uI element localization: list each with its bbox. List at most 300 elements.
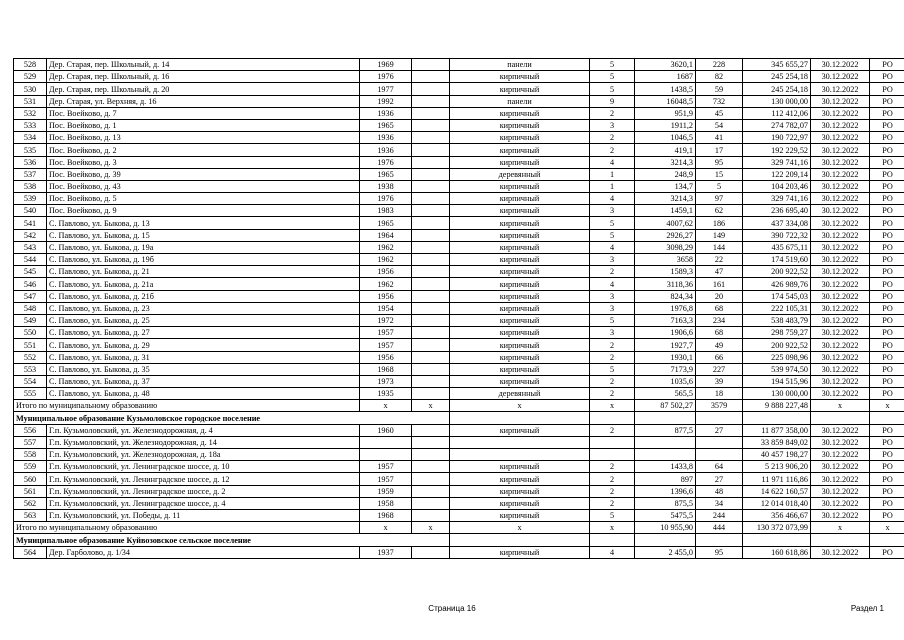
material-cell: кирпичный — [450, 132, 590, 144]
extra-year-cell — [412, 229, 450, 241]
cost-cell: 9 888 227,48 — [743, 400, 811, 412]
year-cell: 1969 — [360, 59, 412, 71]
material-cell: кирпичный — [450, 473, 590, 485]
empty-cell — [450, 534, 590, 546]
cost-cell: 40 457 198,27 — [743, 449, 811, 461]
year-cell: 1936 — [360, 144, 412, 156]
year-cell: 1936 — [360, 107, 412, 119]
source-cell: РО — [870, 375, 904, 387]
material-cell: кирпичный — [450, 241, 590, 253]
material-cell: кирпичный — [450, 119, 590, 131]
extra-year-cell — [412, 156, 450, 168]
row-number: 559 — [14, 461, 47, 473]
date-cell: 30.12.2022 — [811, 473, 870, 485]
residents-cell: 68 — [696, 302, 743, 314]
empty-cell — [696, 412, 743, 424]
area-cell: 875,5 — [635, 497, 696, 509]
table-body — [14, 59, 904, 559]
address-cell: С. Павлово, ул. Быкова, д. 21 — [47, 266, 360, 278]
table-row — [14, 449, 904, 461]
year-cell: 1936 — [360, 132, 412, 144]
material-cell: кирпичный — [450, 193, 590, 205]
source-cell: РО — [870, 254, 904, 266]
year-cell: 1965 — [360, 168, 412, 180]
area-cell: 7173,9 — [635, 363, 696, 375]
row-number: 531 — [14, 95, 47, 107]
floors-cell: 2 — [590, 132, 635, 144]
area-cell: 5475,5 — [635, 509, 696, 521]
register-table — [13, 58, 904, 559]
extra-year-cell — [412, 497, 450, 509]
area-cell: 1930,1 — [635, 351, 696, 363]
material-cell: кирпичный — [450, 327, 590, 339]
material-cell: кирпичный — [450, 217, 590, 229]
floors-cell: x — [590, 400, 635, 412]
address-cell: С. Павлово, ул. Быкова, д. 48 — [47, 388, 360, 400]
residents-cell: 95 — [696, 156, 743, 168]
cost-cell: 245 254,18 — [743, 71, 811, 83]
source-cell: РО — [870, 314, 904, 326]
floors-cell — [590, 436, 635, 448]
source-cell: РО — [870, 388, 904, 400]
source-cell: РО — [870, 229, 904, 241]
source-cell: РО — [870, 363, 904, 375]
date-cell: 30.12.2022 — [811, 266, 870, 278]
source-cell: РО — [870, 266, 904, 278]
floors-cell: 2 — [590, 497, 635, 509]
address-cell: С. Павлово, ул. Быкова, д. 13 — [47, 217, 360, 229]
material-cell: кирпичный — [450, 83, 590, 95]
row-number: 545 — [14, 266, 47, 278]
area-cell: 565,5 — [635, 388, 696, 400]
floors-cell: 2 — [590, 107, 635, 119]
source-cell: РО — [870, 132, 904, 144]
material-cell: кирпичный — [450, 266, 590, 278]
source-cell: x — [870, 522, 904, 534]
year-cell: 1957 — [360, 339, 412, 351]
cost-cell: 112 412,06 — [743, 107, 811, 119]
address-cell: Пос. Воейково, д. 5 — [47, 193, 360, 205]
extra-year-cell — [412, 132, 450, 144]
address-cell: Г.п. Кузьмоловский, ул. Ленинградское шоссе, д. 2 — [47, 485, 360, 497]
year-cell: 1972 — [360, 314, 412, 326]
extra-year-cell — [412, 473, 450, 485]
year-cell — [360, 449, 412, 461]
floors-cell — [590, 449, 635, 461]
empty-cell — [743, 534, 811, 546]
address-cell: Пос. Воейково, д. 9 — [47, 205, 360, 217]
date-cell: 30.12.2022 — [811, 363, 870, 375]
material-cell: кирпичный — [450, 302, 590, 314]
year-cell: 1968 — [360, 363, 412, 375]
cost-cell: 222 105,31 — [743, 302, 811, 314]
floors-cell: x — [590, 522, 635, 534]
table-row — [14, 461, 904, 473]
residents-cell: 5 — [696, 180, 743, 192]
area-cell: 1459,1 — [635, 205, 696, 217]
year-cell: 1962 — [360, 241, 412, 253]
year-cell: 1957 — [360, 473, 412, 485]
year-cell: 1983 — [360, 205, 412, 217]
table-row — [14, 314, 904, 326]
area-cell: 1911,2 — [635, 119, 696, 131]
source-cell: РО — [870, 119, 904, 131]
residents-cell: 17 — [696, 144, 743, 156]
residents-cell: 27 — [696, 424, 743, 436]
address-cell: Дер. Старая, пер. Школьный, д. 16 — [47, 71, 360, 83]
area-cell: 951,9 — [635, 107, 696, 119]
address-cell: С. Павлово, ул. Быкова, д. 19а — [47, 241, 360, 253]
residents-cell: 186 — [696, 217, 743, 229]
cost-cell: 538 483,79 — [743, 314, 811, 326]
residents-cell: 22 — [696, 254, 743, 266]
date-cell: 30.12.2022 — [811, 314, 870, 326]
address-cell: Дер. Гарболово, д. 1/34 — [47, 546, 360, 558]
source-cell: РО — [870, 59, 904, 71]
area-cell: 16048,5 — [635, 95, 696, 107]
year-cell: 1965 — [360, 119, 412, 131]
extra-year-cell — [412, 59, 450, 71]
source-cell: РО — [870, 217, 904, 229]
material-cell: деревянный — [450, 388, 590, 400]
extra-year-cell — [412, 485, 450, 497]
table-row — [14, 375, 904, 387]
year-cell: 1973 — [360, 375, 412, 387]
date-cell: 30.12.2022 — [811, 497, 870, 509]
address-cell: Г.п. Кузьмоловский, ул. Ленинградское шоссе, д. 10 — [47, 461, 360, 473]
area-cell: 1046,5 — [635, 132, 696, 144]
row-number: 561 — [14, 485, 47, 497]
area-cell: 7163,3 — [635, 314, 696, 326]
year-cell: 1976 — [360, 193, 412, 205]
floors-cell: 4 — [590, 546, 635, 558]
cost-cell: 345 655,27 — [743, 59, 811, 71]
floors-cell: 2 — [590, 351, 635, 363]
cost-cell: 192 229,52 — [743, 144, 811, 156]
floors-cell: 2 — [590, 144, 635, 156]
table-row — [14, 71, 904, 83]
year-cell: 1956 — [360, 351, 412, 363]
extra-year-cell — [412, 278, 450, 290]
year-cell: 1957 — [360, 461, 412, 473]
address-cell: С. Павлово, ул. Быкова, д. 23 — [47, 302, 360, 314]
table-row — [14, 388, 904, 400]
material-cell: кирпичный — [450, 461, 590, 473]
table-row — [14, 144, 904, 156]
row-number: 536 — [14, 156, 47, 168]
material-cell: кирпичный — [450, 229, 590, 241]
row-number: 530 — [14, 83, 47, 95]
extra-year-cell — [412, 461, 450, 473]
source-cell: РО — [870, 156, 904, 168]
address-cell: Г.п. Кузьмоловский, ул. Ленинградское шоссе, д. 4 — [47, 497, 360, 509]
cost-cell: 130 000,00 — [743, 95, 811, 107]
source-cell: РО — [870, 351, 904, 363]
date-cell: 30.12.2022 — [811, 388, 870, 400]
date-cell: 30.12.2022 — [811, 205, 870, 217]
address-cell: С. Павлово, ул. Быкова, д. 21а — [47, 278, 360, 290]
area-cell: 3658 — [635, 254, 696, 266]
extra-year-cell — [412, 83, 450, 95]
year-cell: 1965 — [360, 217, 412, 229]
floors-cell: 4 — [590, 193, 635, 205]
cost-cell: 245 254,18 — [743, 83, 811, 95]
date-cell: 30.12.2022 — [811, 241, 870, 253]
year-cell: x — [360, 400, 412, 412]
floors-cell: 3 — [590, 302, 635, 314]
table-row — [14, 107, 904, 119]
floors-cell: 5 — [590, 217, 635, 229]
material-cell: кирпичный — [450, 375, 590, 387]
source-cell: РО — [870, 168, 904, 180]
material-cell: кирпичный — [450, 205, 590, 217]
floors-cell: 2 — [590, 339, 635, 351]
row-number: 558 — [14, 449, 47, 461]
date-cell: 30.12.2022 — [811, 290, 870, 302]
table-row — [14, 424, 904, 436]
source-cell: РО — [870, 83, 904, 95]
table-row — [14, 302, 904, 314]
material-cell: кирпичный — [450, 254, 590, 266]
floors-cell: 4 — [590, 278, 635, 290]
source-cell: РО — [870, 449, 904, 461]
table-row — [14, 363, 904, 375]
date-cell: 30.12.2022 — [811, 339, 870, 351]
empty-cell — [696, 534, 743, 546]
residents-cell: 95 — [696, 546, 743, 558]
date-cell: 30.12.2022 — [811, 327, 870, 339]
extra-year-cell — [412, 266, 450, 278]
address-cell: Г.п. Кузьмоловский, ул. Железнодорожная, д. 18а — [47, 449, 360, 461]
table-row — [14, 205, 904, 217]
cost-cell: 160 618,86 — [743, 546, 811, 558]
residents-cell: 48 — [696, 485, 743, 497]
floors-cell: 2 — [590, 266, 635, 278]
empty-cell — [811, 534, 870, 546]
address-cell: Пос. Воейково, д. 1 — [47, 119, 360, 131]
material-cell: x — [450, 400, 590, 412]
date-cell: 30.12.2022 — [811, 144, 870, 156]
address-cell: Дер. Старая, пер. Школьный, д. 20 — [47, 83, 360, 95]
area-cell — [635, 436, 696, 448]
table-row — [14, 351, 904, 363]
cost-cell: 104 203,46 — [743, 180, 811, 192]
empty-cell — [870, 534, 904, 546]
address-cell: С. Павлово, ул. Быкова, д. 25 — [47, 314, 360, 326]
source-cell: РО — [870, 95, 904, 107]
date-cell: 30.12.2022 — [811, 278, 870, 290]
extra-year-cell — [412, 107, 450, 119]
row-number: 550 — [14, 327, 47, 339]
total-row — [14, 400, 904, 412]
row-number: 538 — [14, 180, 47, 192]
area-cell: 3098,29 — [635, 241, 696, 253]
year-cell — [360, 436, 412, 448]
material-cell: кирпичный — [450, 180, 590, 192]
cost-cell: 174 545,03 — [743, 290, 811, 302]
row-number: 543 — [14, 241, 47, 253]
empty-cell — [811, 412, 870, 424]
extra-year-cell — [412, 193, 450, 205]
year-cell: 1957 — [360, 327, 412, 339]
extra-year-cell — [412, 375, 450, 387]
area-cell: 2 455,0 — [635, 546, 696, 558]
residents-cell: 227 — [696, 363, 743, 375]
extra-year-cell — [412, 119, 450, 131]
year-cell: 1992 — [360, 95, 412, 107]
source-cell: РО — [870, 302, 904, 314]
date-cell: 30.12.2022 — [811, 132, 870, 144]
cost-cell: 200 922,52 — [743, 339, 811, 351]
table-row — [14, 217, 904, 229]
cost-cell: 200 922,52 — [743, 266, 811, 278]
row-number: 564 — [14, 546, 47, 558]
table-row — [14, 327, 904, 339]
date-cell: 30.12.2022 — [811, 83, 870, 95]
floors-cell: 2 — [590, 485, 635, 497]
row-number: 547 — [14, 290, 47, 302]
total-label: Итого по муниципальному образованию — [14, 522, 360, 534]
year-cell: 1977 — [360, 83, 412, 95]
date-cell: 30.12.2022 — [811, 351, 870, 363]
empty-cell — [590, 412, 635, 424]
row-number: 560 — [14, 473, 47, 485]
residents-cell: 64 — [696, 461, 743, 473]
residents-cell — [696, 436, 743, 448]
floors-cell: 3 — [590, 119, 635, 131]
floors-cell: 2 — [590, 461, 635, 473]
year-cell: 1976 — [360, 156, 412, 168]
section-title: Муниципальное образование Кузьмоловское городское поселение — [14, 412, 450, 424]
extra-year-cell — [412, 168, 450, 180]
area-cell: 87 502,27 — [635, 400, 696, 412]
cost-cell: 194 515,96 — [743, 375, 811, 387]
cost-cell: 236 695,40 — [743, 205, 811, 217]
year-cell: 1959 — [360, 485, 412, 497]
address-cell: Дер. Старая, ул. Верхняя, д. 16 — [47, 95, 360, 107]
address-cell: С. Павлово, ул. Быкова, д. 27 — [47, 327, 360, 339]
date-cell: 30.12.2022 — [811, 180, 870, 192]
material-cell: кирпичный — [450, 107, 590, 119]
date-cell: 30.12.2022 — [811, 424, 870, 436]
row-number: 539 — [14, 193, 47, 205]
row-number: 557 — [14, 436, 47, 448]
floors-cell: 4 — [590, 156, 635, 168]
date-cell: x — [811, 400, 870, 412]
cost-cell: 437 334,08 — [743, 217, 811, 229]
row-number: 562 — [14, 497, 47, 509]
address-cell: С. Павлово, ул. Быкова, д. 37 — [47, 375, 360, 387]
year-cell: 1968 — [360, 509, 412, 521]
area-cell: 3214,3 — [635, 156, 696, 168]
table-row — [14, 254, 904, 266]
cost-cell: 225 098,96 — [743, 351, 811, 363]
cost-cell: 329 741,16 — [743, 193, 811, 205]
date-cell: 30.12.2022 — [811, 156, 870, 168]
source-cell: РО — [870, 205, 904, 217]
extra-year-cell — [412, 424, 450, 436]
table-row — [14, 485, 904, 497]
residents-cell: 49 — [696, 339, 743, 351]
residents-cell: 27 — [696, 473, 743, 485]
residents-cell: 97 — [696, 193, 743, 205]
year-cell: 1938 — [360, 180, 412, 192]
residents-cell: 66 — [696, 351, 743, 363]
date-cell: 30.12.2022 — [811, 509, 870, 521]
floors-cell: 3 — [590, 327, 635, 339]
floors-cell: 2 — [590, 424, 635, 436]
address-cell: Дер. Старая, пер. Школьный, д. 14 — [47, 59, 360, 71]
row-number: 534 — [14, 132, 47, 144]
extra-year-cell — [412, 327, 450, 339]
section-header-row — [14, 412, 904, 424]
residents-cell: 228 — [696, 59, 743, 71]
residents-cell: 234 — [696, 314, 743, 326]
row-number: 528 — [14, 59, 47, 71]
area-cell: 3214,3 — [635, 193, 696, 205]
residents-cell: 68 — [696, 327, 743, 339]
area-cell: 248,9 — [635, 168, 696, 180]
source-cell: РО — [870, 71, 904, 83]
section-label: Раздел 1 — [850, 604, 884, 613]
residents-cell: 45 — [696, 107, 743, 119]
area-cell: 897 — [635, 473, 696, 485]
cost-cell: 190 722,97 — [743, 132, 811, 144]
area-cell: 1976,8 — [635, 302, 696, 314]
date-cell: 30.12.2022 — [811, 546, 870, 558]
area-cell: 3620,1 — [635, 59, 696, 71]
floors-cell: 2 — [590, 388, 635, 400]
floors-cell: 5 — [590, 314, 635, 326]
table-row — [14, 290, 904, 302]
floors-cell: 2 — [590, 375, 635, 387]
year-cell: 1960 — [360, 424, 412, 436]
date-cell: 30.12.2022 — [811, 229, 870, 241]
table-row — [14, 278, 904, 290]
date-cell: 30.12.2022 — [811, 302, 870, 314]
source-cell: РО — [870, 424, 904, 436]
area-cell: 877,5 — [635, 424, 696, 436]
floors-cell: 5 — [590, 363, 635, 375]
address-cell: Г.п. Кузьмоловский, ул. Железнодорожная, д. 14 — [47, 436, 360, 448]
source-cell: x — [870, 400, 904, 412]
address-cell: С. Павлово, ул. Быкова, д. 21б — [47, 290, 360, 302]
date-cell: 30.12.2022 — [811, 168, 870, 180]
source-cell: РО — [870, 436, 904, 448]
material-cell: кирпичный — [450, 424, 590, 436]
cost-cell: 539 974,50 — [743, 363, 811, 375]
year-cell: 1976 — [360, 71, 412, 83]
table-row — [14, 156, 904, 168]
total-row — [14, 522, 904, 534]
address-cell: С. Павлово, ул. Быкова, д. 29 — [47, 339, 360, 351]
floors-cell: 5 — [590, 83, 635, 95]
floors-cell: 3 — [590, 205, 635, 217]
material-cell: панели — [450, 95, 590, 107]
table-row — [14, 229, 904, 241]
area-cell: 134,7 — [635, 180, 696, 192]
cost-cell: 5 213 906,20 — [743, 461, 811, 473]
year-cell: 1956 — [360, 290, 412, 302]
row-number: 546 — [14, 278, 47, 290]
table-row — [14, 497, 904, 509]
date-cell: x — [811, 522, 870, 534]
area-cell: 824,34 — [635, 290, 696, 302]
material-cell: кирпичный — [450, 339, 590, 351]
row-number: 549 — [14, 314, 47, 326]
source-cell: РО — [870, 278, 904, 290]
date-cell: 30.12.2022 — [811, 119, 870, 131]
